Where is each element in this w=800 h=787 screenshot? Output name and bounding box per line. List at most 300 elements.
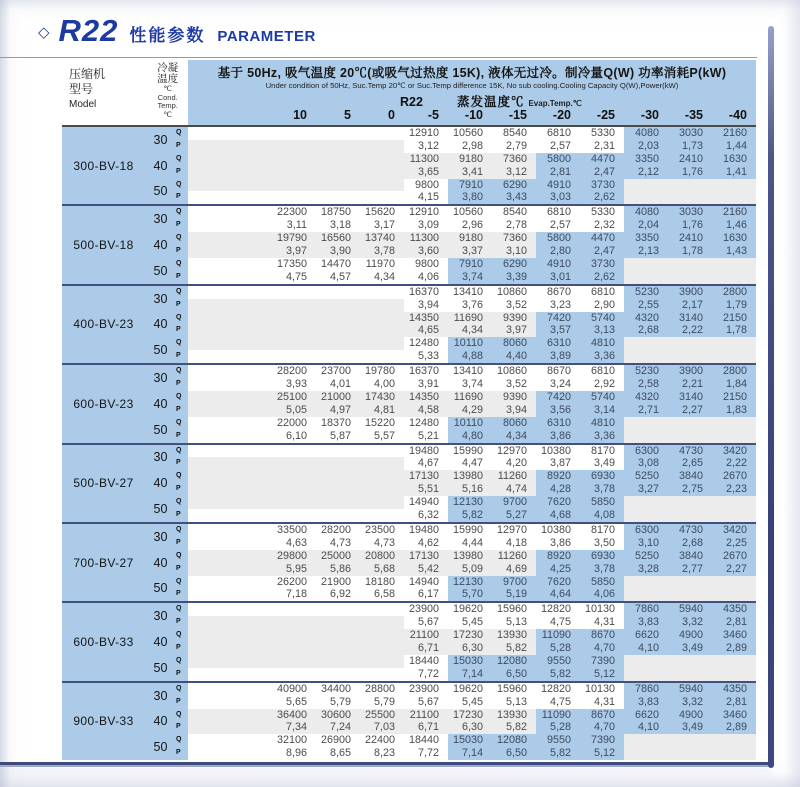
- value-cell: [712, 576, 756, 589]
- value-cell: 3,39: [492, 271, 536, 284]
- value-cell: 3420: [712, 524, 756, 537]
- table-header: [62, 60, 756, 127]
- value-cell: 9390: [492, 312, 536, 325]
- value-cell: [188, 127, 316, 140]
- value-cell: [360, 616, 404, 629]
- value-cell: [360, 350, 404, 363]
- p-label: P: [176, 511, 181, 519]
- value-cell: 3,10: [492, 245, 536, 258]
- value-cell: 1,78: [668, 245, 712, 258]
- left-panel: [62, 365, 188, 442]
- value-cell: [668, 496, 712, 509]
- value-cell: 4350: [712, 683, 756, 696]
- value-cell: 2410: [668, 153, 712, 166]
- value-cell: 12970: [496, 523, 527, 536]
- p-label: P: [176, 459, 181, 467]
- refrigerant-label: R22: [400, 95, 423, 109]
- value-cell: [712, 655, 756, 668]
- value-cell: 4,62: [417, 536, 439, 549]
- value-cell: 7420: [536, 391, 580, 404]
- value-cell: 1,76: [668, 166, 712, 179]
- value-cell: 3,76: [461, 298, 483, 311]
- value-cell: 2,79: [505, 139, 527, 152]
- value-cell: 4,08: [580, 509, 624, 522]
- value-cell: 2800: [712, 365, 756, 378]
- value-cell: [316, 629, 360, 642]
- value-cell: 12480: [408, 337, 439, 350]
- value-cell: 12970: [496, 444, 527, 457]
- diamond-icon: ◇: [38, 24, 50, 41]
- value-cell: 10110: [448, 337, 492, 350]
- qp-labels: [176, 683, 188, 760]
- value-cell: [360, 603, 404, 616]
- q-label: Q: [176, 446, 182, 454]
- value-cell: 4,73: [373, 536, 395, 549]
- value-cell: [316, 312, 360, 325]
- value-cell: 17230: [448, 709, 492, 722]
- q-label: Q: [176, 498, 182, 506]
- col-header--25: -25: [596, 108, 615, 122]
- value-cell: 6300: [624, 524, 668, 537]
- value-cell: 6,92: [329, 588, 351, 601]
- value-cell: [624, 509, 668, 522]
- value-cell: 18370: [320, 416, 351, 429]
- value-cell: [360, 483, 404, 496]
- value-cell: [188, 179, 316, 192]
- model-label-cn1: 压缩机: [69, 67, 106, 81]
- cond-temp-list: [145, 286, 176, 363]
- value-cell: 3,09: [417, 219, 439, 232]
- col-header-10: 10: [293, 108, 307, 122]
- value-cell: 23700: [320, 365, 351, 378]
- value-cell: [360, 153, 404, 166]
- value-cell: 3,50: [593, 536, 615, 549]
- value-cell: 11690: [448, 391, 492, 404]
- value-cell: 2,31: [593, 139, 615, 152]
- left-panel: [62, 683, 188, 760]
- value-cell: 3,56: [536, 404, 580, 417]
- value-cell: 2,98: [461, 139, 483, 152]
- value-cell: 12910: [408, 127, 439, 139]
- value-cell: 3900: [668, 286, 712, 299]
- value-cell: 8670: [580, 629, 624, 642]
- cond-temp-value: 30: [153, 212, 168, 227]
- value-cell: [624, 191, 668, 204]
- value-cell: 4810: [580, 337, 624, 350]
- value-cell: [360, 140, 404, 153]
- value-cell: 4,29: [448, 404, 492, 417]
- value-cell: 3900: [668, 365, 712, 378]
- value-cell: [316, 286, 360, 299]
- value-cell: [624, 337, 668, 350]
- model-block-500-BV-18: [62, 206, 756, 285]
- value-cell: 5250: [624, 550, 668, 563]
- value-cell: 3,41: [448, 166, 492, 179]
- value-cell: 6,50: [492, 747, 536, 760]
- value-cell: 6,32: [417, 509, 439, 522]
- value-cell: [360, 286, 404, 299]
- value-cell: 4,01: [329, 378, 351, 391]
- value-cell: 19620: [452, 603, 483, 616]
- value-cell: 1,84: [712, 378, 756, 391]
- value-cell: 2,25: [712, 537, 756, 550]
- value-cell: [188, 166, 316, 179]
- value-cell: [712, 430, 756, 443]
- value-cell: 6810: [546, 127, 571, 139]
- cond-temp-value: 40: [153, 555, 168, 570]
- value-cell: 3,49: [668, 721, 712, 734]
- p-label: P: [176, 352, 181, 360]
- value-cell: 13980: [448, 550, 492, 563]
- value-cell: 4900: [668, 629, 712, 642]
- value-cell: 9700: [492, 576, 536, 589]
- value-cell: 3730: [580, 258, 624, 271]
- value-cell: [188, 668, 316, 681]
- value-cell: [624, 179, 668, 192]
- value-cell: 12130: [448, 576, 492, 589]
- value-cell: [712, 734, 756, 747]
- model-block-400-BV-23: [62, 286, 756, 365]
- value-cell: 8670: [580, 709, 624, 722]
- model-name: 700-BV-27: [73, 555, 134, 570]
- value-cell: 19620: [452, 682, 483, 695]
- cond-label-unit: ℃: [163, 84, 172, 93]
- value-cell: 3,52: [505, 298, 527, 311]
- value-cell: [668, 509, 712, 522]
- value-cell: 4,58: [404, 404, 448, 417]
- value-cell: 8170: [590, 444, 615, 457]
- value-cell: 5,13: [505, 616, 527, 629]
- value-cell: [712, 350, 756, 363]
- value-cell: [360, 324, 404, 337]
- value-cell: 10560: [452, 127, 483, 139]
- value-cell: 2,58: [624, 378, 668, 391]
- value-cell: 3,86: [549, 536, 571, 549]
- value-cell: 2,62: [580, 271, 624, 284]
- cond-temp-value: 40: [153, 396, 168, 411]
- value-cell: 4,20: [505, 457, 527, 470]
- left-panel: [62, 206, 188, 283]
- value-cell: 10130: [584, 682, 615, 695]
- value-cell: [624, 734, 668, 747]
- value-cell: [668, 747, 712, 760]
- cond-temp-value: 40: [153, 476, 168, 491]
- data-grid: [188, 286, 756, 363]
- value-cell: 5,82: [492, 642, 536, 655]
- value-cell: 5,45: [461, 695, 483, 708]
- value-cell: 18180: [364, 575, 395, 588]
- page-bottom-rule: [0, 762, 772, 765]
- value-cell: [188, 153, 316, 166]
- value-cell: 14470: [320, 257, 351, 270]
- value-cell: 1,83: [712, 404, 756, 417]
- value-cell: 7,03: [360, 721, 404, 734]
- value-cell: [360, 127, 404, 140]
- value-cell: 13410: [452, 365, 483, 378]
- cond-temp-list: [145, 524, 176, 601]
- value-cell: 8170: [590, 523, 615, 536]
- value-cell: 5740: [580, 312, 624, 325]
- value-cell: 5,45: [461, 616, 483, 629]
- value-cell: 4,44: [461, 536, 483, 549]
- value-cell: [360, 166, 404, 179]
- value-cell: 2,68: [624, 324, 668, 337]
- value-cell: 3840: [668, 470, 712, 483]
- model-name: 900-BV-33: [73, 714, 134, 729]
- value-cell: 22000: [276, 416, 307, 429]
- value-cell: [360, 668, 404, 681]
- cond-temp-value: 30: [153, 291, 168, 306]
- value-cell: 4,81: [360, 404, 404, 417]
- value-cell: [712, 337, 756, 350]
- model-label-cn2: 型号: [69, 82, 94, 96]
- q-label: Q: [176, 259, 182, 267]
- value-cell: 26900: [320, 734, 351, 747]
- value-cell: 5,28: [536, 642, 580, 655]
- value-cell: [316, 668, 360, 681]
- value-cell: [712, 271, 756, 284]
- value-cell: 5230: [624, 365, 668, 378]
- value-cell: 8,65: [329, 747, 351, 760]
- value-cell: 3730: [580, 179, 624, 192]
- cond-temp-list: [145, 127, 176, 204]
- value-cell: 11970: [365, 257, 395, 270]
- q-label: Q: [176, 684, 182, 692]
- value-cell: [624, 430, 668, 443]
- q-label: Q: [176, 525, 182, 533]
- value-cell: 8,96: [285, 747, 307, 760]
- value-cell: 2,90: [593, 298, 615, 311]
- value-cell: 15990: [452, 523, 483, 536]
- value-cell: 4810: [580, 417, 624, 430]
- value-cell: 3,57: [536, 324, 580, 337]
- value-cell: 33500: [276, 523, 307, 536]
- data-grid: [188, 127, 756, 204]
- value-cell: 5,67: [417, 695, 439, 708]
- cond-temp-list: [145, 603, 176, 680]
- value-cell: [316, 457, 360, 470]
- value-cell: 3,94: [492, 404, 536, 417]
- model-block-900-BV-33: [62, 683, 756, 760]
- value-cell: [316, 483, 360, 496]
- value-cell: 5940: [668, 683, 712, 696]
- q-label: Q: [176, 313, 182, 321]
- value-cell: [316, 140, 360, 153]
- value-cell: [316, 616, 360, 629]
- cond-temp-column-header: [147, 60, 188, 125]
- value-cell: 4,10: [624, 721, 668, 734]
- value-cell: 7390: [580, 655, 624, 668]
- qp-labels: [176, 365, 188, 442]
- value-cell: 6290: [492, 179, 536, 192]
- value-cell: 13410: [452, 285, 483, 298]
- value-cell: 2410: [668, 232, 712, 245]
- qp-labels: [176, 127, 188, 204]
- value-cell: 29800: [188, 550, 316, 563]
- qp-labels: [176, 524, 188, 601]
- value-cell: [624, 655, 668, 668]
- value-cell: 3420: [712, 445, 756, 458]
- value-cell: 6810: [590, 365, 615, 378]
- left-panel: [62, 127, 188, 204]
- value-cell: 6300: [624, 445, 668, 458]
- value-cell: [624, 668, 668, 681]
- value-cell: [360, 509, 404, 522]
- value-cell: 3,32: [668, 696, 712, 709]
- value-cell: 17350: [276, 257, 307, 270]
- value-cell: 16560: [316, 232, 360, 245]
- q-label: Q: [176, 472, 182, 480]
- value-cell: 1,73: [668, 140, 712, 153]
- value-cell: 5,12: [580, 668, 624, 681]
- data-grid: [188, 683, 756, 760]
- value-cell: 4,68: [536, 509, 580, 522]
- value-cell: [316, 127, 360, 140]
- value-cell: 4,06: [580, 588, 624, 601]
- value-cell: 10560: [452, 206, 483, 219]
- p-label: P: [176, 669, 181, 677]
- model-name: 500-BV-18: [73, 238, 134, 253]
- p-label: P: [176, 380, 181, 388]
- cond-label-unit2: ℃: [163, 109, 172, 119]
- value-cell: 3,86: [536, 430, 580, 443]
- q-label: Q: [176, 577, 182, 585]
- value-cell: 23500: [364, 523, 395, 536]
- cond-temp-list: [145, 365, 176, 442]
- value-cell: 10130: [584, 603, 615, 616]
- value-cell: 8,23: [373, 747, 395, 760]
- value-cell: 6930: [580, 550, 624, 563]
- cond-label-en1: Cond.: [157, 92, 178, 102]
- value-cell: 7620: [536, 496, 580, 509]
- value-cell: 15960: [496, 682, 527, 695]
- value-cell: 6,58: [373, 588, 395, 601]
- value-cell: 2,81: [712, 616, 756, 629]
- value-cell: [360, 299, 404, 312]
- value-cell: 3,18: [329, 219, 351, 232]
- model-block-500-BV-27: [62, 445, 756, 524]
- value-cell: 5230: [624, 286, 668, 299]
- value-cell: 3,89: [536, 350, 580, 363]
- value-cell: 6810: [590, 285, 615, 298]
- value-cell: 13930: [492, 709, 536, 722]
- value-cell: 18750: [320, 206, 351, 219]
- value-cell: [188, 642, 316, 655]
- cond-temp-value: 50: [153, 184, 168, 199]
- value-cell: 34400: [320, 682, 351, 695]
- value-cell: 12480: [408, 416, 439, 429]
- cond-temp-value: 50: [153, 740, 168, 755]
- value-cell: 21100: [404, 629, 448, 642]
- value-cell: 28200: [276, 365, 307, 378]
- value-cell: [360, 179, 404, 192]
- value-cell: 3,91: [417, 378, 439, 391]
- value-cell: [188, 140, 316, 153]
- value-cell: [624, 271, 668, 284]
- value-cell: 21900: [320, 575, 351, 588]
- value-cell: 3,60: [404, 245, 448, 258]
- value-cell: 4080: [624, 127, 668, 140]
- value-cell: [316, 179, 360, 192]
- cond-temp-value: 50: [153, 581, 168, 596]
- title-divider: [0, 57, 757, 58]
- value-cell: [188, 312, 316, 325]
- value-cell: 15620: [364, 206, 395, 219]
- value-cell: 12820: [540, 603, 571, 616]
- evap-label-en: Evap.Temp.℃: [528, 99, 582, 108]
- cond-temp-value: 40: [153, 317, 168, 332]
- value-cell: 2,77: [668, 563, 712, 576]
- q-label: Q: [176, 710, 182, 718]
- cond-temp-value: 50: [153, 422, 168, 437]
- q-label: Q: [176, 656, 182, 664]
- value-cell: 1,41: [712, 166, 756, 179]
- value-cell: [712, 588, 756, 601]
- value-cell: 4,75: [549, 616, 571, 629]
- value-cell: 5,05: [188, 404, 316, 417]
- header-right: [188, 60, 756, 125]
- value-cell: 5,19: [492, 588, 536, 601]
- value-cell: 15030: [448, 655, 492, 668]
- value-cell: 11690: [448, 312, 492, 325]
- value-cell: [712, 258, 756, 271]
- value-cell: 2160: [712, 206, 756, 219]
- value-cell: 8060: [492, 417, 536, 430]
- value-cell: 2,89: [712, 642, 756, 655]
- value-cell: [360, 312, 404, 325]
- value-cell: 19790: [188, 232, 316, 245]
- value-cell: 15030: [448, 734, 492, 747]
- value-cell: 13740: [360, 232, 404, 245]
- value-cell: 21000: [316, 391, 360, 404]
- value-cell: [188, 470, 316, 483]
- page-right-rule: [768, 26, 774, 768]
- value-cell: 6930: [580, 470, 624, 483]
- value-cell: 4,28: [536, 483, 580, 496]
- value-cell: 2,22: [712, 457, 756, 470]
- value-cell: 6620: [624, 629, 668, 642]
- value-cell: 3,90: [316, 245, 360, 258]
- value-cell: 25000: [316, 550, 360, 563]
- cond-label-cn2: 温度: [157, 73, 179, 85]
- p-label: P: [176, 326, 181, 334]
- value-cell: 21100: [404, 709, 448, 722]
- value-cell: 2,71: [624, 404, 668, 417]
- cond-temp-list: [145, 445, 176, 522]
- value-cell: 4,06: [417, 270, 439, 283]
- value-cell: 4470: [580, 232, 624, 245]
- value-cell: 25500: [360, 709, 404, 722]
- value-cell: 36400: [188, 709, 316, 722]
- value-cell: 2,32: [593, 219, 615, 232]
- value-cell: 3,24: [549, 378, 571, 391]
- value-cell: 4,65: [404, 324, 448, 337]
- value-cell: 1,76: [668, 219, 712, 232]
- value-cell: 18440: [408, 734, 439, 747]
- cond-temp-value: 40: [153, 635, 168, 650]
- value-cell: 4,75: [549, 695, 571, 708]
- value-cell: 3,49: [668, 642, 712, 655]
- value-cell: 17430: [360, 391, 404, 404]
- p-label: P: [176, 618, 181, 626]
- cond-temp-value: 50: [153, 502, 168, 517]
- value-cell: [316, 191, 360, 204]
- value-cell: 12080: [492, 655, 536, 668]
- col-header-5: 5: [344, 108, 351, 122]
- value-cell: 11090: [536, 709, 580, 722]
- value-cell: [188, 496, 316, 509]
- value-cell: 2,81: [536, 166, 580, 179]
